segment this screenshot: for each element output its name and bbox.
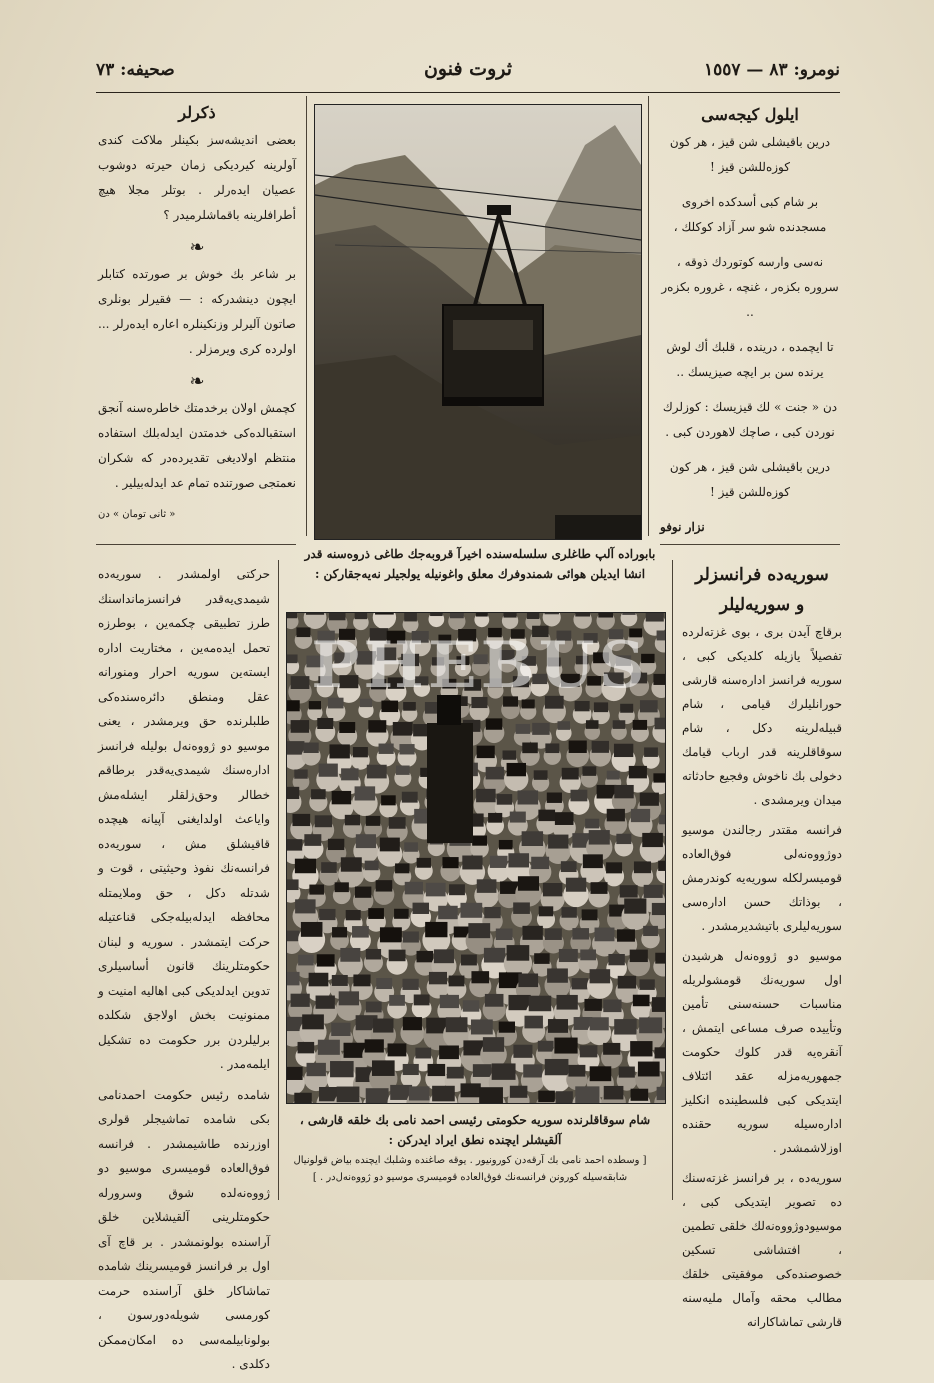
column-divider <box>672 560 673 1200</box>
article-paragraph: شامده رئيس حكومت احمدنامى بكى شامده تماشيجلر قولرى اوزرنده طاشيمشدر . فرانسه فوق‌العاده قوميسرى موسيو دو ژووه‌نه‌لده شوق وسرورله حكومتلرينى آلقيشلاين خلق آراسنده بولونمشدر . بر قاچ آى اول بر فرانسز قوميسرينك شامده تماشاكار خلق آراسنده حرمت كورمسى شويله‌دورسون ، بولونابيلمه‌سى ده امكان‌ممكن دكلدى . <box>98 1087 270 1371</box>
quote-paragraph: بعضى انديشه‌سز بكينلر ملاكت كندى آولرينه كيرديكى زمان حيرته دوشوب عصيان ايده‌رلر . بوتلر مجلا هيچ أطرافلرينه باقماشلرميدر ؟ <box>98 133 296 222</box>
page-header <box>96 52 840 93</box>
poem-column <box>660 100 840 540</box>
article-paragraph: موسيو دو ژووه‌نه‌ل هرشيدن اول سوريه‌نك قومشولريله مناسبات حسنه‌سنى تأمين وتأييده صرف مساعى ايتمش ، آنقره‌يه قدر كلوك حكومت جمهوريه‌مزله عقد ائتلاف ايتديكى كبى فلسطينده انكليز اداره‌سيله سوريه حقنده اوزلاشمشدر . <box>682 949 842 1155</box>
poem-body <box>660 130 840 505</box>
magazine-title: ثروت فنون <box>423 58 513 80</box>
article-paragraph: فرانسه مقتدر رجالندن موسيو دوژووه‌نه‌لى فوق‌العاده قوميسرلكله سوريه‌يه كوندرمش ، بوذاتك حسن اداره‌سى سوريه‌ليلرى باتيشديرمشدر . <box>682 823 842 933</box>
cable-car-caption: بابوراده آلپ طاغلرى سلسله‌سنده اخيرآ قروبه‌جك طاغى ذروه‌سنه قدر انشا ايديلن هوائى شمندوفرك معلق واغونيله يولجيلر نه‌يه‌جقاركن : <box>304 547 656 581</box>
poem-stanza: درين باقيشلى شن قيز ، هر كون كوزه‌للشن قيز ! <box>669 460 831 499</box>
quote-source: « ثانى تومان » دن <box>98 509 176 520</box>
column-divider <box>648 96 649 536</box>
column-divider <box>306 96 307 536</box>
crowd-caption-note: [ وسطده احمد نامى بك آرقه‌دن كورونيور . يوقه صاغنده وشلبك ايچنده بياض قولونيال شابقه‌سيله كورونن فرانسه‌نك فوق‌العاده قوميسرى موسيو دو ژووه‌نه‌ل‌در . ] <box>293 1155 647 1183</box>
section-divider <box>96 544 296 545</box>
poem-stanza: دن « جنت » لك قيزيسك : كوزلرك نوردن كبى ، صاچك لاهوردن كبى . <box>662 400 838 439</box>
quote-paragraph: كچمش اولان برخدمتك خاطره‌سنه آنجق استقبالده‌كى خدمتدن ايدله‌بلك استفاده منتظم اولاديغى تقديرده‌در كه شكران نعمتجى صورتنده تمام عد ايدله‌بيلير . <box>98 401 296 490</box>
ornament-icon: ❧ <box>189 237 205 258</box>
syria-article <box>682 560 842 1340</box>
ornament-icon: ❧ <box>189 371 205 392</box>
article-title: سوريه‌ده فرانسزلر <box>695 565 829 585</box>
poem-stanza: بر شام كبى أسدكده اخروى مسجدنده شو سر آزاد كوكلك ، <box>673 195 827 234</box>
poem-title: ايلول كيجه‌سى <box>701 105 799 124</box>
article-paragraph: حركتى اولمشدر . سوريه‌ده شيمدى‌يه‌قدر فرانسزمانداسنك طرز تطبيقى چكمه‌ين ، بوطرزه تحمل ايده‌مه‌ين ، مختاريت اداره ايسته‌ين سوريه احرار ومنورانه عقل ومنطق دائره‌سنده‌كى طلبلرنده حق ويرمشدر ، يعنى موسيو دو ژووه‌نه‌ل بوليله فرانسز اداره‌سنك شيمدى‌يه‌قدر برطاقم خطالر وحق‌زلقلر ايشله‌مش واياعث اولدايغنى آپيانه هيچده قاقيشلق مش ، سوريه‌ده فرانسه‌نك نفوذ وحيثيتى ، قوت و شدتله دكل ، حق وملايمتله محافظه ايدله‌بيله‌جكى قناعتيله حركت ايتمشدر . سوريه و لبنان حكومتلرينك قانون أساسيلرى تدوين ايدلديكى كبى اهاليه امنيت و ممنونيت بخش اولاجق شكلده برليلردن برر حكومت ده تشكيل ايلمه‌مدر . <box>98 567 270 1071</box>
quotes-title: ذكرلر <box>178 103 216 122</box>
article-subtitle: و سوريه‌ليلر <box>719 595 805 615</box>
article-paragraph: سوريه‌ده ، بر فرانسز غزته‌سنك ده تصوير ايتديكى كبى ، موسيودوژووه‌نه‌لك خلقى تطمين ، افتشاشى تسكين خصوصنده‌كى موفقيتى خلقك مطالب محقه وآمال مليه‌سنه قارشى تماشاكارانه <box>682 1171 842 1329</box>
quotes-column <box>98 98 296 527</box>
poem-stanza: تا ايچمده ، درينده ، قلبك أك لوش يرنده سن بر ايچه صيزيسك .. <box>666 340 834 379</box>
cable-car-image <box>315 105 641 539</box>
poem-signature: نزار نوفو <box>660 520 705 534</box>
issue-number: نومرو: ٨٣ — ١٥٥٧ <box>703 60 840 80</box>
syria-article-continued <box>98 562 270 1383</box>
poem-stanza: نه‌سى وارسه كوتوردك ذوقه ، سروره بكزه‌ر ، غنچه ، غروره بكزه‌ر .. <box>661 255 839 319</box>
cable-car-photo <box>314 104 642 540</box>
column-divider <box>278 560 279 1200</box>
page-number: صحيفه: ٧٣ <box>96 60 175 80</box>
crowd-caption: شام سوقاقلرنده سوريه حكومتى رئيسى احمد نامى بك خلقه قارشى ، آلقيشلر ايچنده نطق ايراد ايدركن : <box>299 1113 651 1147</box>
article-paragraph: برقاچ آيدن برى ، بوى غزته‌لرده تفصيلاً يازيله كلديكى كبى ، سوريه فرانسز اداره‌سنه قارشى حورانليلرك قيامى ، شام قبيله‌لرينه دكل ، شام سوقاقلرينه قدر ارباب قيامك دخولى بك ناخوش وفجيع حادثاته ميدان ويرمشدى . <box>682 625 842 807</box>
quote-paragraph: بر شاعر بك خوش بر صورتده كتابلر ايچون دينشدركه : — فقيرلر بونلرى صاتون آليرلر وزنكينلره اعاره ايده‌رلر ... اولرده كرى ويرمزلر . <box>98 267 296 356</box>
poem-stanza: درين باقيشلى شن قيز ، هر كون كوزه‌للشن قيز ! <box>669 135 831 174</box>
watermark: PHEBUS <box>311 628 649 703</box>
section-divider <box>660 544 840 545</box>
